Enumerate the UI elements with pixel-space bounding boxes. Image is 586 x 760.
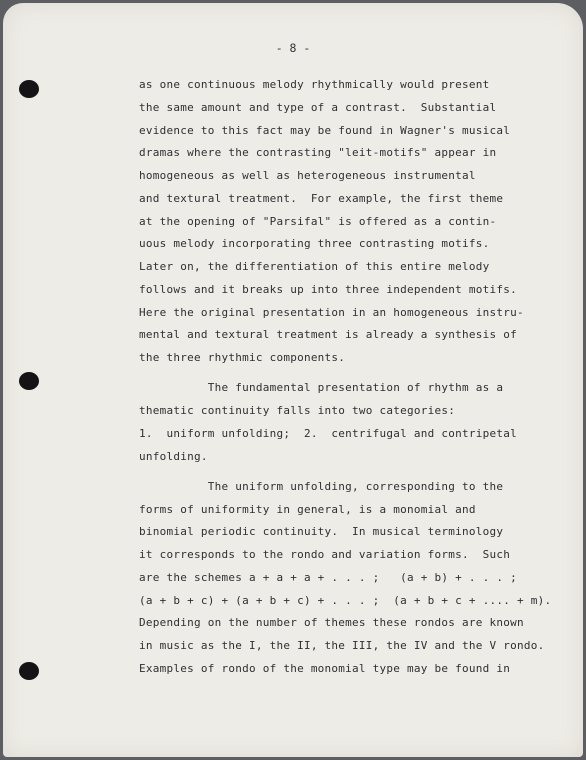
paragraph-gap (139, 370, 569, 378)
paragraph (139, 476, 569, 681)
text-line: evidence to this fact may be found in Wagner's musical (139, 123, 511, 137)
text-line: (a + b + c) + (a + b + c) + . . . ; (a + b + c + .... + m). (139, 593, 552, 607)
text-line: mental and textural treatment is already a synthesis of (139, 328, 517, 342)
document-page (3, 3, 583, 757)
body-text (139, 74, 569, 681)
text-line: at the opening of "Parsifal" is offered as a contin- (139, 214, 497, 228)
page-number: - 8 - (275, 41, 311, 55)
binder-hole-top (19, 80, 39, 98)
text-line: unfolding. (139, 449, 208, 463)
text-line: and textural treatment. For example, the first theme (139, 191, 504, 205)
text-line: Examples of rondo of the monomial type may be found in (139, 661, 511, 675)
text-line: it corresponds to the rondo and variation forms. Such (139, 548, 511, 561)
text-line: The uniform unfolding, corresponding to the (139, 479, 504, 493)
text-line: in music as the I, the II, the III, the IV and the V rondo. (139, 639, 545, 652)
text-line: 1. uniform unfolding; 2. centrifugal and contripetal (139, 426, 517, 440)
text-line: are the schemes a + a + a + . . . ; (a + b) + . . . ; (139, 570, 517, 584)
text-line: forms of uniformity in general, is a monomial and (139, 502, 476, 516)
text-line: as one continuous melody rhythmically would present (139, 78, 490, 91)
paragraph (139, 377, 569, 468)
paragraph (139, 74, 569, 370)
text-line: thematic continuity falls into two categories: (139, 404, 456, 417)
text-line: Later on, the differentiation of this entire melody (139, 260, 490, 273)
text-line: dramas where the contrasting "leit-motifs" appear in (139, 146, 497, 160)
text-line: uous melody incorporating three contrasting motifs. (139, 237, 490, 251)
text-line: Here the original presentation in an homogeneous instru- (139, 305, 524, 319)
paragraph-gap (139, 468, 569, 476)
text-line: the same amount and type of a contrast. Substantial (139, 100, 497, 114)
text-line: homogeneous as well as heterogeneous instrumental (139, 169, 476, 182)
text-line: The fundamental presentation of rhythm as a (139, 381, 504, 395)
text-line: the three rhythmic components. (139, 351, 346, 364)
text-line: Depending on the number of themes these rondos are known (139, 616, 524, 630)
text-line: binomial periodic continuity. In musical terminology (139, 525, 504, 539)
text-line: follows and it breaks up into three independent motifs. (139, 282, 517, 296)
binder-hole-middle (19, 372, 39, 390)
binder-hole-bottom (19, 662, 39, 680)
